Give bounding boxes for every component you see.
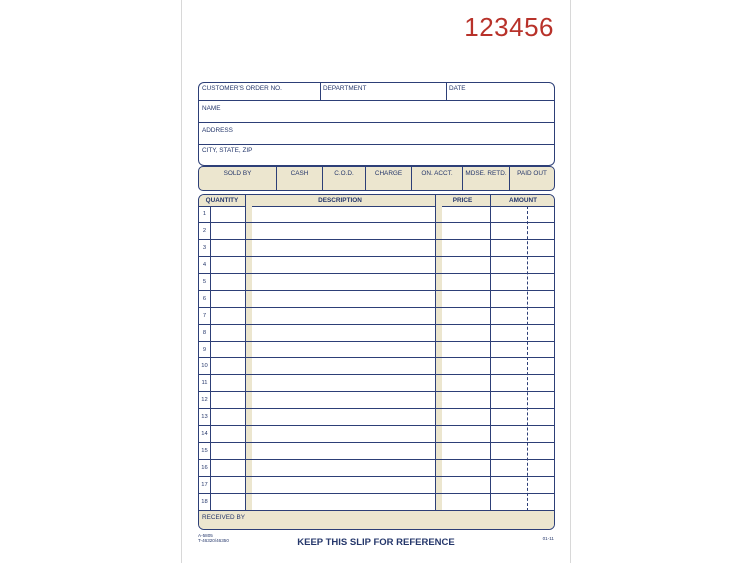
row-number: 18 <box>201 499 208 506</box>
table-row <box>199 409 554 426</box>
row-number: 16 <box>201 465 208 472</box>
quantity-header: QUANTITY <box>205 197 239 204</box>
table-row <box>199 392 554 409</box>
payment-cash: CASH <box>276 167 322 190</box>
row-number: 6 <box>202 295 207 302</box>
table-row <box>199 359 554 376</box>
table-row <box>199 477 554 494</box>
payment-options-strip <box>198 166 555 191</box>
payment-cod: C.O.D. <box>322 167 365 190</box>
table-row <box>199 206 554 223</box>
row-number: 12 <box>201 397 208 404</box>
row-number: 14 <box>201 431 208 438</box>
payment-paid-out: PAID OUT <box>509 167 554 190</box>
row-number: 8 <box>202 329 207 336</box>
table-row <box>199 375 554 392</box>
city-state-zip-label: CITY, STATE, ZIP <box>202 147 253 154</box>
payment-mdse-retd: MDSE. RETD. <box>462 167 509 190</box>
row-number: 2 <box>202 227 207 234</box>
row-number: 17 <box>201 482 208 489</box>
form-code-2: T-46320/46350 <box>198 538 229 543</box>
date-label: DATE <box>449 85 466 92</box>
row-number: 9 <box>202 346 207 353</box>
row-number: 10 <box>201 363 208 370</box>
row-number: 13 <box>201 414 208 421</box>
table-row <box>199 240 554 257</box>
row-number: 7 <box>202 312 207 319</box>
payment-charge: CHARGE <box>365 167 411 190</box>
table-row <box>199 291 554 308</box>
received-by-row <box>199 510 554 529</box>
customer-info-box <box>198 82 555 166</box>
table-row <box>199 494 554 511</box>
received-by-label: RECEIVED BY <box>202 514 245 521</box>
footer-message: KEEP THIS SLIP FOR REFERENCE <box>297 537 455 548</box>
table-row <box>199 274 554 291</box>
table-row <box>199 443 554 460</box>
row-number: 11 <box>201 380 208 387</box>
price-header: PRICE <box>452 197 473 204</box>
customer-order-label: CUSTOMER'S ORDER NO. <box>202 85 282 92</box>
revision-code: 01-11 <box>542 536 554 541</box>
row-number: 4 <box>202 261 207 268</box>
form-code-1: A-5805 <box>198 533 213 538</box>
table-row <box>199 325 554 342</box>
table-row <box>199 257 554 274</box>
description-header: DESCRIPTION <box>318 197 362 204</box>
payment-on-acct: ON. ACCT. <box>411 167 462 190</box>
table-row <box>199 342 554 359</box>
table-row <box>199 460 554 477</box>
payment-sold-by: SOLD BY <box>223 170 252 177</box>
department-label: DEPARTMENT <box>323 85 367 92</box>
address-label: ADDRESS <box>202 127 233 134</box>
serial-number: 123456 <box>464 12 554 42</box>
row-number: 3 <box>202 244 207 251</box>
row-number: 15 <box>201 448 208 455</box>
table-row <box>199 308 554 325</box>
table-row <box>199 223 554 240</box>
row-number: 1 <box>202 210 207 217</box>
line-item-rows <box>199 206 554 511</box>
amount-header: AMOUNT <box>508 197 538 204</box>
name-label: NAME <box>202 105 221 112</box>
line-items-table <box>198 194 555 530</box>
sales-slip-sheet <box>181 0 571 563</box>
row-number: 5 <box>202 278 207 285</box>
table-row <box>199 426 554 443</box>
